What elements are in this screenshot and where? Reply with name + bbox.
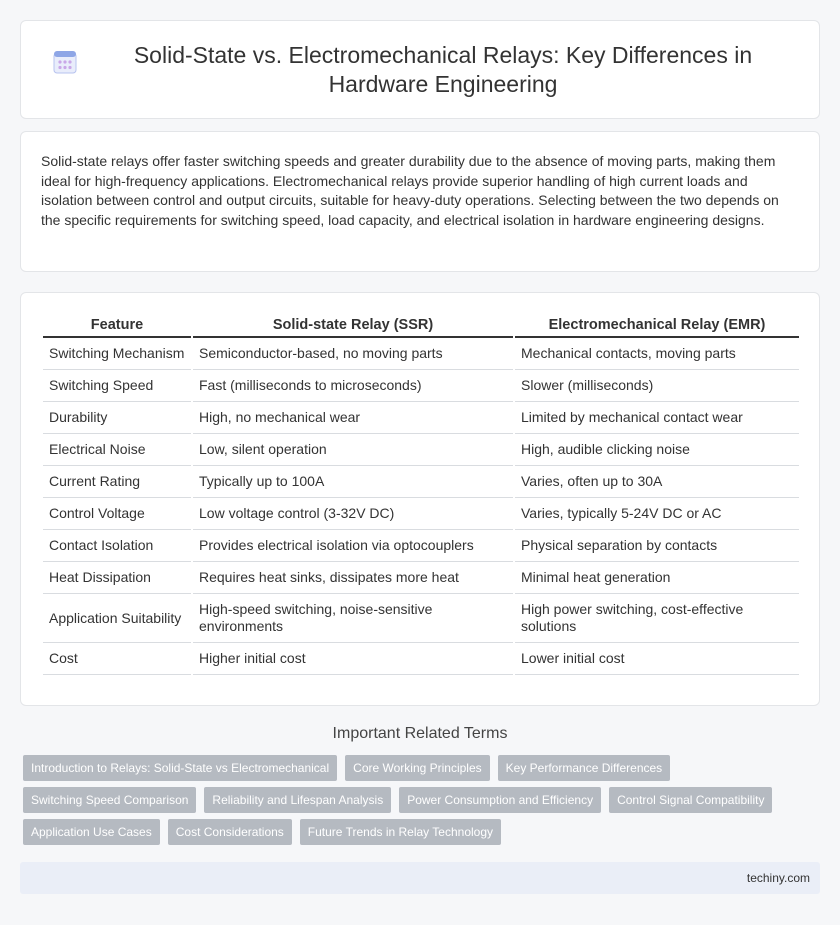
cell-emr: Mechanical contacts, moving parts: [515, 338, 799, 370]
cell-emr: Minimal heat generation: [515, 562, 799, 594]
cell-emr: Varies, typically 5-24V DC or AC: [515, 498, 799, 530]
header-ssr: Solid-state Relay (SSR): [193, 313, 513, 338]
comparison-card: [20, 292, 820, 706]
cell-ssr: Provides electrical isolation via optocouplers: [193, 530, 513, 562]
cell-feature: Switching Mechanism: [43, 338, 191, 370]
cell-feature: Durability: [43, 402, 191, 434]
page-title: Solid-State vs. Electromechanical Relays: Key Differences in Hardware Engineering: [133, 41, 753, 97]
related-terms-section: [0, 722, 840, 851]
footer: [20, 862, 820, 894]
footer-site-link[interactable]: techiny.com: [746, 871, 810, 885]
related-term-tag[interactable]: Key Performance Differences: [498, 755, 671, 781]
cell-feature: Heat Dissipation: [43, 562, 191, 594]
related-term-tag[interactable]: Core Working Principles: [345, 755, 490, 781]
related-term-tag[interactable]: Cost Considerations: [168, 819, 292, 845]
related-term-tag[interactable]: Switching Speed Comparison: [23, 787, 196, 813]
cell-emr: Slower (milliseconds): [515, 370, 799, 402]
related-term-tag[interactable]: Application Use Cases: [23, 819, 160, 845]
header-emr: Electromechanical Relay (EMR): [515, 313, 799, 338]
related-terms-title: Important Related Terms: [332, 725, 508, 742]
header-card: [20, 20, 820, 119]
table-header-row: [43, 313, 799, 338]
document-icon: [52, 49, 78, 75]
related-term-tag[interactable]: Power Consumption and Efficiency: [399, 787, 601, 813]
cell-feature: Contact Isolation: [43, 530, 191, 562]
cell-feature: Electrical Noise: [43, 434, 191, 466]
table-row: [43, 434, 799, 466]
cell-feature: Application Suitability: [43, 594, 191, 643]
table-row: [43, 530, 799, 562]
table-row: [43, 466, 799, 498]
table-row: [43, 402, 799, 434]
cell-feature: Control Voltage: [43, 498, 191, 530]
related-terms-list: [23, 755, 813, 851]
cell-emr: Varies, often up to 30A: [515, 466, 799, 498]
related-term-tag[interactable]: Introduction to Relays: Solid-State vs Electromechanical: [23, 755, 337, 781]
cell-ssr: Semiconductor-based, no moving parts: [193, 338, 513, 370]
cell-ssr: Low voltage control (3-32V DC): [193, 498, 513, 530]
header-feature: Feature: [43, 313, 191, 338]
cell-feature: Current Rating: [43, 466, 191, 498]
related-term-tag[interactable]: Control Signal Compatibility: [609, 787, 772, 813]
cell-ssr: High-speed switching, noise-sensitive environments: [193, 594, 513, 643]
cell-emr: Lower initial cost: [515, 643, 799, 675]
table-row: [43, 338, 799, 370]
related-term-tag[interactable]: Future Trends in Relay Technology: [300, 819, 501, 845]
cell-ssr: Higher initial cost: [193, 643, 513, 675]
cell-feature: Switching Speed: [43, 370, 191, 402]
related-term-tag[interactable]: Reliability and Lifespan Analysis: [204, 787, 391, 813]
cell-emr: High, audible clicking noise: [515, 434, 799, 466]
cell-ssr: Low, silent operation: [193, 434, 513, 466]
table-row: [43, 498, 799, 530]
comparison-table: [41, 313, 801, 675]
cell-ssr: Requires heat sinks, dissipates more heat: [193, 562, 513, 594]
cell-emr: Limited by mechanical contact wear: [515, 402, 799, 434]
table-row: [43, 594, 799, 643]
intro-text: Solid-state relays offer faster switching speeds and greater durability due to the absence of moving parts, making them ideal for high-frequency applications. Electromechanical relays provide superior handling of high current loads and isolation between control and output circuits, suitable for heavy-duty operations. Selecting between the two depends on the specific requirements for switching speed, load capacity, and electrical isolation in hardware engineering designs.: [41, 153, 779, 228]
table-body: [43, 338, 799, 675]
table-row: [43, 370, 799, 402]
intro-card: [20, 131, 820, 272]
cell-ssr: High, no mechanical wear: [193, 402, 513, 434]
table-row: [43, 643, 799, 675]
table-row: [43, 562, 799, 594]
cell-ssr: Fast (milliseconds to microseconds): [193, 370, 513, 402]
cell-feature: Cost: [43, 643, 191, 675]
cell-ssr: Typically up to 100A: [193, 466, 513, 498]
cell-emr: High power switching, cost-effective solutions: [515, 594, 799, 643]
cell-emr: Physical separation by contacts: [515, 530, 799, 562]
